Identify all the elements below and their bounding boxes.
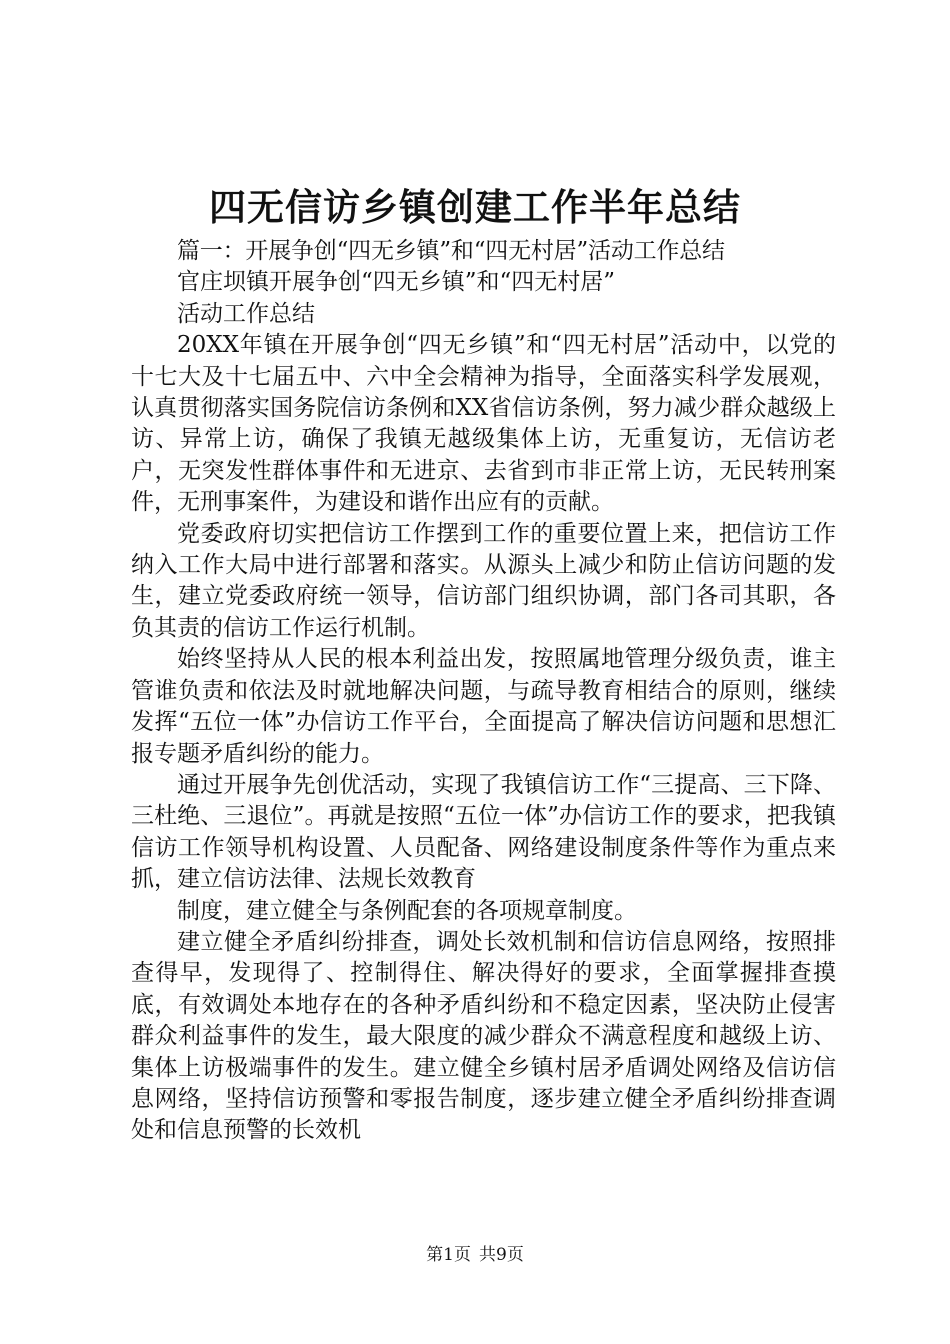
paragraph: 活动工作总结 bbox=[177, 300, 315, 327]
paragraph: 通过开展争先创优活动，实现了我镇信访工作“三提高、三下降、三杜绝、三退位”。再就是按照“五位一体”办信访工作的要求，把我镇信访工作领导机构设置、人员配备、网络建设制度条件等作为重点来抓，建立信访法律、法规长效教育 bbox=[131, 771, 836, 893]
paragraph: 制度，建立健全与条例配套的各项规章制度。 bbox=[177, 897, 637, 924]
paragraph: 官庄坝镇开展争创“四无乡镇”和“四无村居” bbox=[177, 269, 616, 296]
paragraph: 党委政府切实把信访工作摆到工作的重要位置上来，把信访工作纳入工作大局中进行部署和落实。从源头上减少和防止信访问题的发生，建立党委政府统一领导，信访部门组织协调，部门各司其职，各负其责的信访工作运行机制。 bbox=[131, 520, 836, 641]
paragraph: 20XX年镇在开展争创“四无乡镇”和“四无村居”活动中，以党的十七大及十七届五中、六中全会精神为指导，全面落实科学发展观，认真贯彻落实国务院信访条例和XX省信访条例，努力减少群众越级上访、异常上访，确保了我镇无越级集体上访，无重复访，无信访老户，无突发性群体事件和无进京、去省到市非正常上访，无民转刑案件，无刑事案件，为建设和谐作出应有的贡献。 bbox=[131, 332, 836, 516]
document-title: 四无信访乡镇创建工作半年总结 bbox=[209, 185, 741, 229]
page-total: 共9页 bbox=[479, 1245, 524, 1265]
paragraph: 始终坚持从人民的根本利益出发，按照属地管理分级负责，谁主管谁负责和依法及时就地解决问题，与疏导教育相结合的原则，继续发挥“五位一体”办信访工作平台，全面提高了解决信访问题和思想汇报专题矛盾纠纷的能力。 bbox=[131, 646, 836, 767]
paragraph: 建立健全矛盾纠纷排查，调处长效机制和信访信息网络，按照排查得早，发现得了、控制得住、解决得好的要求，全面掌握排查摸底，有效调处本地存在的各种矛盾纠纷和不稳定因素，坚决防止侵害群众利益事件的发生，最大限度的减少群众不满意程度和越级上访、集体上访极端事件的发生。建立健全乡镇村居矛盾调处网络及信访信息网络，坚持信访预警和零报告制度，逐步建立健全矛盾纠纷排查调处和信息预警的长效机 bbox=[131, 928, 836, 1144]
document-body bbox=[131, 236, 836, 1147]
page-number: 第1页 bbox=[426, 1245, 471, 1265]
paragraph: 篇一：开展争创“四无乡镇”和“四无村居”活动工作总结 bbox=[177, 238, 725, 264]
page-footer bbox=[0, 1243, 950, 1267]
